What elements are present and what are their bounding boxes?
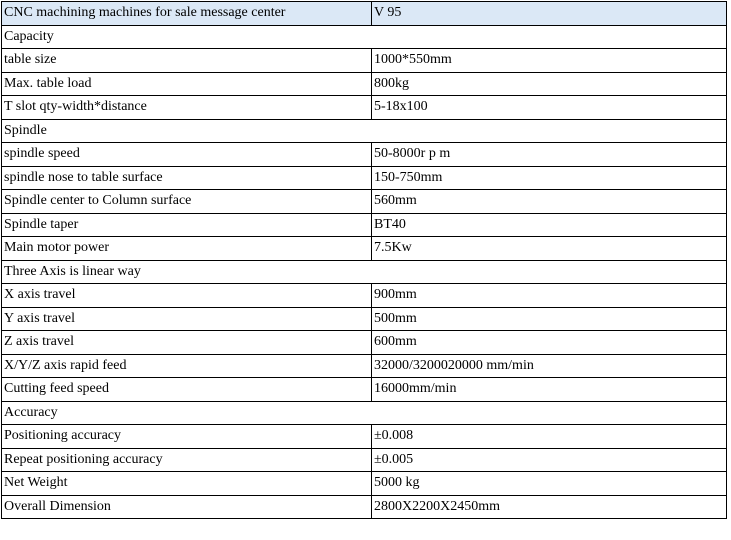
spec-label: Max. table load bbox=[2, 72, 372, 96]
table-row bbox=[2, 72, 727, 96]
spec-value: 7.5Kw bbox=[372, 237, 727, 261]
table-row bbox=[2, 284, 727, 308]
spec-label: X/Y/Z axis rapid feed bbox=[2, 354, 372, 378]
spec-label: Spindle center to Column surface bbox=[2, 190, 372, 214]
spec-label: spindle speed bbox=[2, 143, 372, 167]
table-row bbox=[2, 495, 727, 519]
spec-label: table size bbox=[2, 49, 372, 73]
table-row bbox=[2, 237, 727, 261]
table-row bbox=[2, 378, 727, 402]
spec-value: 600mm bbox=[372, 331, 727, 355]
header-model: V 95 bbox=[372, 2, 727, 26]
spec-value: ±0.008 bbox=[372, 425, 727, 449]
spec-table bbox=[1, 1, 727, 519]
section-row bbox=[2, 25, 727, 49]
table-row bbox=[2, 49, 727, 73]
spec-value: 2800X2200X2450mm bbox=[372, 495, 727, 519]
spec-label: Net Weight bbox=[2, 472, 372, 496]
spec-label: T slot qty-width*distance bbox=[2, 96, 372, 120]
spec-value: 5-18x100 bbox=[372, 96, 727, 120]
spec-label: Overall Dimension bbox=[2, 495, 372, 519]
table-row bbox=[2, 166, 727, 190]
table-row bbox=[2, 472, 727, 496]
section-label: Spindle bbox=[2, 119, 727, 143]
table-row bbox=[2, 354, 727, 378]
spec-value: 32000/3200020000 mm/min bbox=[372, 354, 727, 378]
table-row bbox=[2, 143, 727, 167]
header-title: CNC machining machines for sale message center bbox=[2, 2, 372, 26]
table-row bbox=[2, 331, 727, 355]
spec-value: 800kg bbox=[372, 72, 727, 96]
spec-label: spindle nose to table surface bbox=[2, 166, 372, 190]
spec-value: BT40 bbox=[372, 213, 727, 237]
spec-table-body bbox=[2, 2, 727, 519]
spec-label: Repeat positioning accuracy bbox=[2, 448, 372, 472]
spec-label: Y axis travel bbox=[2, 307, 372, 331]
spec-value: ±0.005 bbox=[372, 448, 727, 472]
spec-label: Positioning accuracy bbox=[2, 425, 372, 449]
table-row bbox=[2, 307, 727, 331]
spec-value: 900mm bbox=[372, 284, 727, 308]
spec-label: Main motor power bbox=[2, 237, 372, 261]
spec-label: Cutting feed speed bbox=[2, 378, 372, 402]
table-header-row bbox=[2, 2, 727, 26]
table-row bbox=[2, 190, 727, 214]
section-row bbox=[2, 401, 727, 425]
table-row bbox=[2, 96, 727, 120]
section-label: Capacity bbox=[2, 25, 727, 49]
spec-value: 5000 kg bbox=[372, 472, 727, 496]
spec-value: 150-750mm bbox=[372, 166, 727, 190]
section-label: Accuracy bbox=[2, 401, 727, 425]
section-row bbox=[2, 119, 727, 143]
table-row bbox=[2, 213, 727, 237]
spec-label: X axis travel bbox=[2, 284, 372, 308]
section-row bbox=[2, 260, 727, 284]
section-label: Three Axis is linear way bbox=[2, 260, 727, 284]
spec-value: 1000*550mm bbox=[372, 49, 727, 73]
spec-value: 560mm bbox=[372, 190, 727, 214]
table-row bbox=[2, 425, 727, 449]
spec-label: Spindle taper bbox=[2, 213, 372, 237]
spec-value: 16000mm/min bbox=[372, 378, 727, 402]
spec-label: Z axis travel bbox=[2, 331, 372, 355]
spec-value: 50-8000r p m bbox=[372, 143, 727, 167]
table-row bbox=[2, 448, 727, 472]
spec-value: 500mm bbox=[372, 307, 727, 331]
